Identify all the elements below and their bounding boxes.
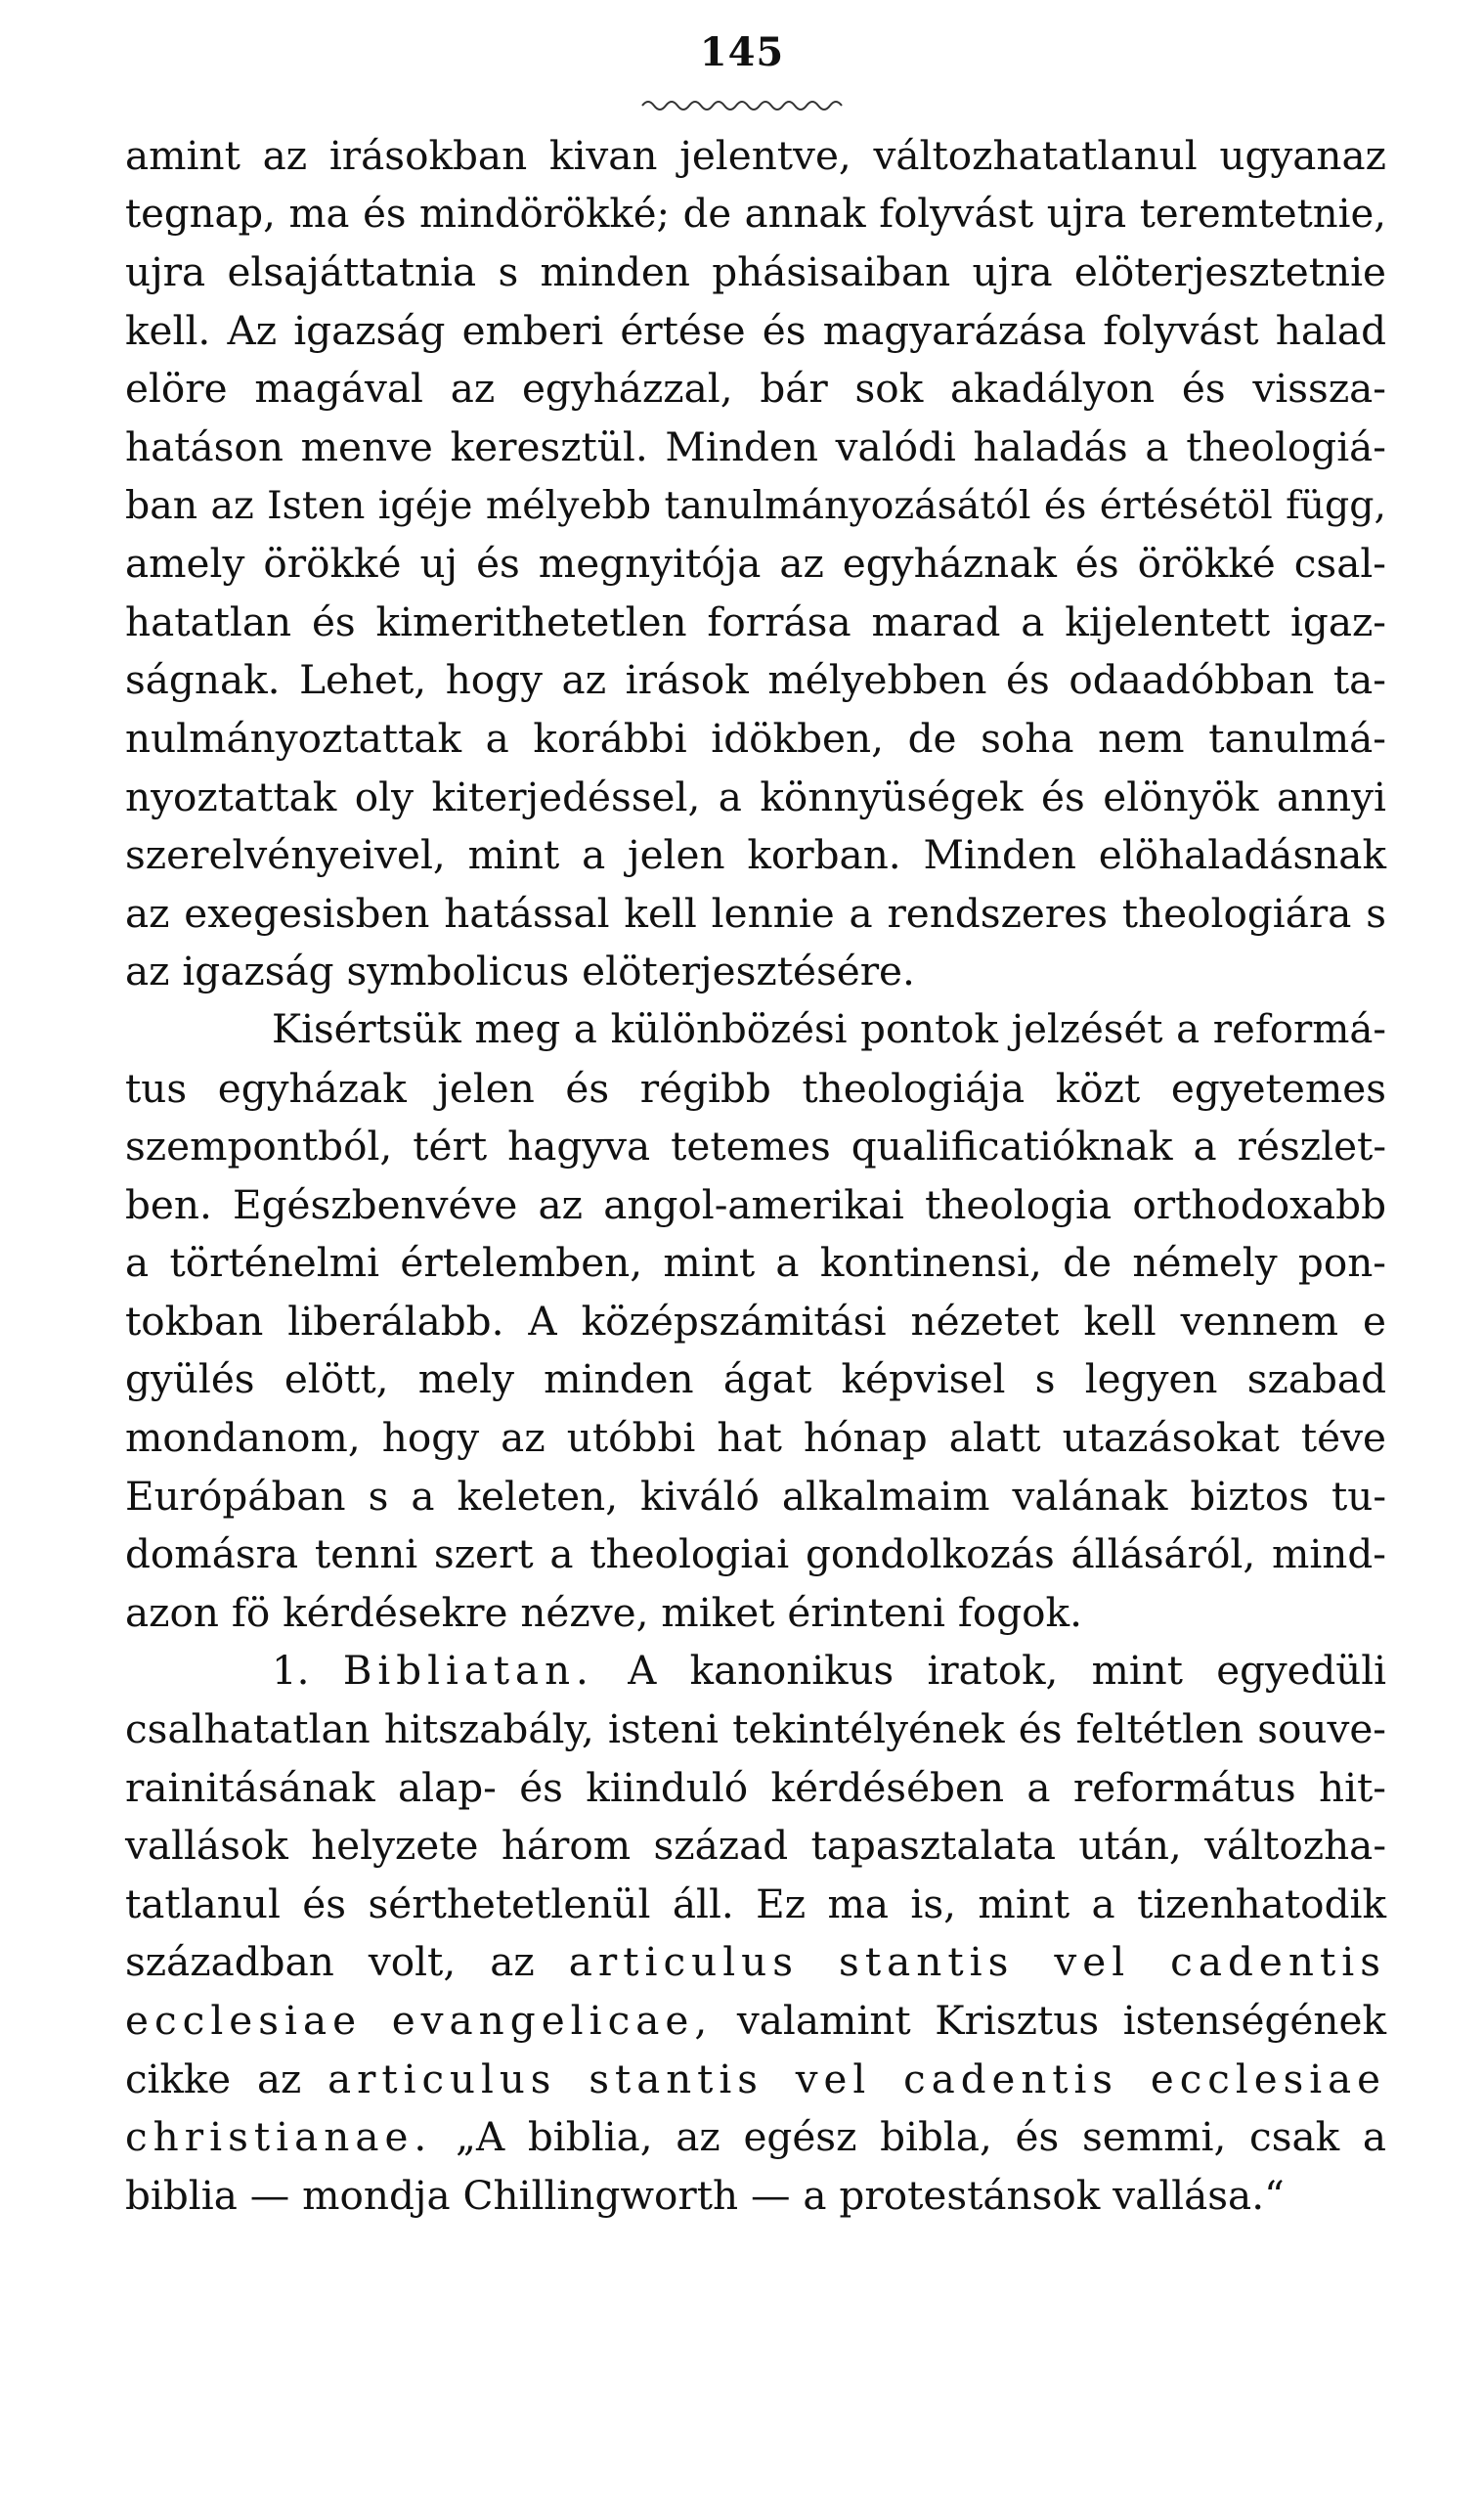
text-line: azon fö kérdésekre nézve, miket érinteni fogok. — [125, 1588, 1082, 1636]
text-line: ságnak. Lehet, hogy az irások mélyebben és odaadóbban ta- — [125, 656, 1386, 704]
body-text — [125, 127, 1386, 2225]
text-fragment: században volt, az — [125, 1938, 535, 1986]
text-line: tatlanul és sérthetetlenül áll. Ez ma is, mint a tizenhatodik — [125, 1879, 1386, 1927]
text-line: Kisértsük meg a különbözési pontok jelzését a reformá- — [272, 1006, 1386, 1052]
text-fragment: A kanonikus iratok, mint egyedüli — [628, 1648, 1386, 1695]
text-line: ujra elsajáttatnia s minden phásisaiban ujra elöterjesztetnie — [125, 248, 1386, 296]
text-line: hatatlan és kimerithetetlen forrása marad a kijelentett igaz- — [125, 597, 1386, 645]
page-header — [0, 29, 1484, 137]
text-line: szerelvényeivel, mint a jelen korban. Minden elöhaladásnak — [125, 831, 1386, 879]
text-line: kell. Az igazság emberi értése és magyarázása folyvást halad — [125, 306, 1386, 354]
text-line: hatáson menve keresztül. Minden valódi haladás a theologiá- — [125, 422, 1386, 470]
text-line: gyülés elött, mely minden ágat képvisel s legyen szabad — [125, 1355, 1386, 1403]
section-number: 1. — [272, 1648, 310, 1695]
text-line: elöre magával az egyházzal, bár sok akadályon és vissza- — [125, 365, 1386, 413]
text-line: az igazság symbolicus elöterjesztésére. — [125, 948, 915, 995]
text-line: az exegesisben hatással kell lennie a rendszeres theologiára s — [125, 889, 1386, 937]
text-line — [125, 1992, 1386, 2051]
text-fragment: „A biblia, az egész bibla, és semmi, csak a — [455, 2113, 1386, 2161]
ornament-divider-icon — [640, 94, 846, 117]
text-line: tus egyházak jelen és régibb theologiája közt egyetemes — [125, 1064, 1386, 1112]
text-line: amint az irásokban kivan jelentve, változhatatlanul ugyanaz — [125, 132, 1386, 179]
text-line: mondanom, hogy az utóbbi hat hónap alatt utazásokat téve — [125, 1414, 1386, 1462]
text-line: Európában s a keleten, kiváló alkalmaim valának biztos tu- — [125, 1472, 1386, 1520]
text-line: szempontból, tért hagyva tetemes qualificatióknak a részlet- — [125, 1123, 1386, 1171]
text-line: a történelmi értelemben, mint a kontinensi, de némely pon- — [125, 1239, 1386, 1287]
latin-phrase: christianae. — [125, 2113, 433, 2161]
text-line — [125, 2108, 1386, 2167]
latin-phrase: articulus stantis vel cadentis ecclesiae — [327, 2055, 1386, 2102]
text-fragment: valamint Krisztus istenségének — [736, 1997, 1386, 2044]
text-line: vallások helyzete három század tapasztalata után, változha- — [125, 1822, 1386, 1870]
text-line: nulmányoztattak a korábbi idökben, de soha nem tanulmá- — [125, 714, 1386, 762]
text-line: rainitásának alap- és kiinduló kérdésében a református hit- — [125, 1763, 1386, 1811]
text-line: biblia — mondja Chillingworth — a protestánsok vallása.“ — [125, 2171, 1285, 2219]
text-line: nyoztattak oly kiterjedéssel, a könnyüségek és elönyök annyi — [125, 773, 1386, 820]
text-line: ban az Isten igéje mélyebb tanulmányozásától és értésétöl függ, — [125, 482, 1386, 528]
text-line: domásra tenni szert a theologiai gondolkozás állásáról, mind- — [125, 1530, 1386, 1578]
text-line: ben. Egészbenvéve az angol-amerikai theologia orthodoxabb — [125, 1180, 1386, 1228]
section-title: Bibliatan. — [342, 1648, 594, 1695]
text-line: tokban liberálabb. A középszámitási nézetet kell vennem e — [125, 1297, 1386, 1345]
section-heading-line — [125, 1642, 1386, 1701]
page-number: 145 — [699, 29, 785, 75]
text-line: csalhatatlan hitszabály, isteni tekintélyének és feltétlen souve- — [125, 1705, 1386, 1753]
text-line — [125, 1933, 1386, 1992]
latin-phrase: articulus stantis vel cadentis — [568, 1938, 1386, 1986]
latin-phrase: ecclesiae evangelicae, — [125, 1997, 714, 2044]
text-line: amely örökké uj és megnyitója az egyháznak és örökké csal- — [125, 540, 1386, 588]
text-line: tegnap, ma és mindörökké; de annak folyvást ujra teremtetnie, — [125, 191, 1386, 237]
text-line — [125, 2051, 1386, 2109]
text-fragment: cikke az — [125, 2055, 302, 2102]
